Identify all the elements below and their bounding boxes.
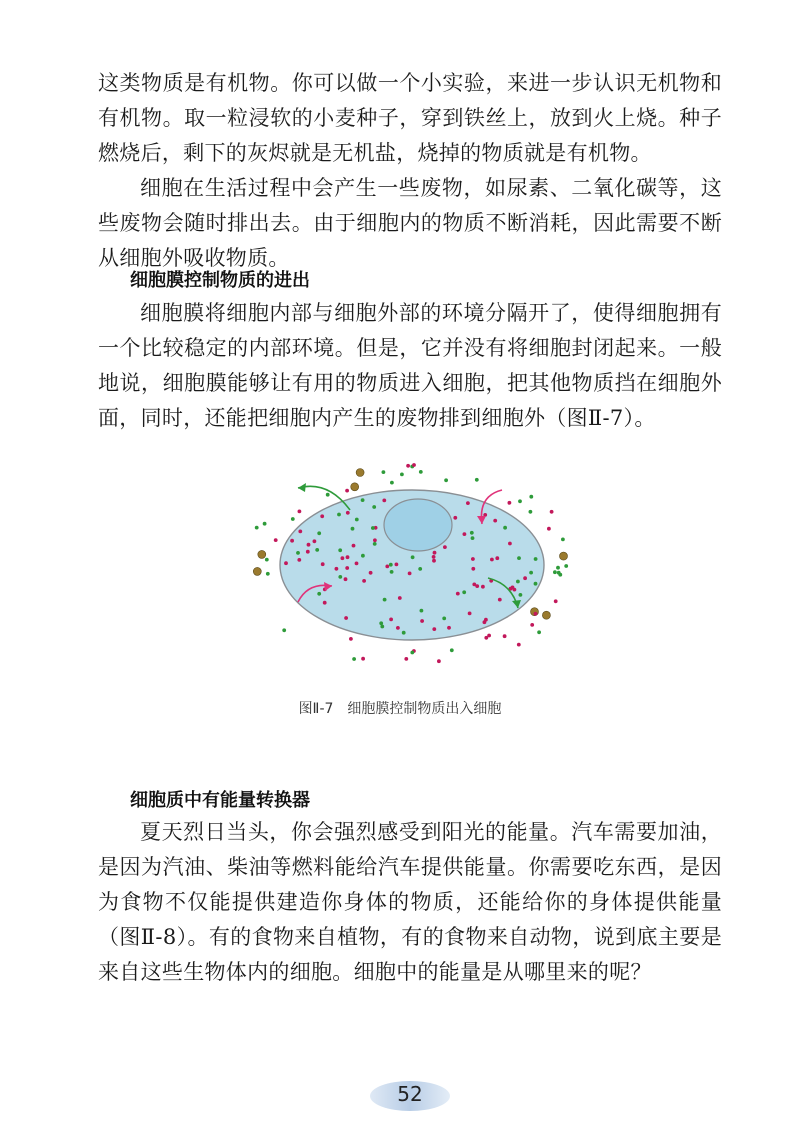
large-particle-outside [253,567,261,575]
particle-inside [468,612,472,616]
particle-inside [420,619,424,623]
particle-inside [432,559,436,563]
particle-outside [554,599,558,603]
figure-caption: 图Ⅱ-7 细胞膜控制物质出入细胞 [298,701,502,717]
particle-inside [355,518,359,522]
particle-inside [523,576,527,580]
particle-inside [385,565,389,569]
particle-inside [371,526,375,530]
particle-inside [337,513,341,517]
particle-outside [352,657,356,661]
particle-inside [390,570,394,574]
particle-inside [382,499,386,503]
particle-outside [410,651,414,655]
particle-outside [550,510,554,514]
particle-outside [419,470,423,474]
particle-outside [265,558,269,562]
particle-outside [291,517,295,521]
particle-inside [495,556,499,560]
particle-inside [456,592,460,596]
particle-outside [517,643,521,647]
particle-outside [298,510,302,514]
particle-inside [306,550,310,554]
particle-inside [490,558,494,562]
particle-inside [389,563,393,567]
particle-inside [463,532,467,536]
particle-outside [255,526,259,530]
particle-inside [338,548,342,552]
particle-inside [471,536,475,540]
particle-inside [498,598,502,602]
particle-inside [420,609,424,613]
particle-inside [443,545,447,549]
particle-outside [475,478,479,482]
particle-inside [481,585,485,589]
particle-outside [404,657,408,661]
particle-inside [472,583,476,587]
particle-outside [266,572,270,576]
large-particle-outside [560,552,568,560]
paragraph-waste-removal: 细胞在生活过程中会产生一些废物，如尿素、二氧化碳等，这些废物会随时排出去。由于细胞内的物质不断消耗，因此需要不断从细胞外吸收物质。 [98,176,722,270]
particle-inside [519,593,523,597]
particle-inside [411,555,415,559]
particle-inside [323,601,327,605]
particle-inside [369,571,373,575]
particle-inside [313,539,317,543]
particle-inside [298,530,302,534]
particle-outside [503,634,507,638]
particle-inside [379,621,383,625]
particle-outside [557,571,561,575]
paragraph-organic-matter-experiment: 这类物质是有机物。你可以做一个小实验，来进一步认识无机物和有机物。取一粒浸软的小麦种子，穿到铁丝上，放到火上烧。种子燃烧后，剩下的灰烬就是无机盐，烧掉的物质就是有机物。 [98,71,722,165]
particle-inside [352,544,356,548]
particle-inside [503,526,507,530]
particle-inside [297,558,301,562]
particle-outside [437,659,441,663]
particle-outside [400,473,404,477]
particle-inside [321,562,325,566]
particle-inside [462,590,466,594]
particle-outside [534,612,538,616]
paragraph-membrane-control: 细胞膜将细胞内部与细胞外部的环境分隔开了，使得细胞拥有一个比较稳定的内部环境。但是，它并没有将细胞封闭起来。一般地说，细胞膜能够让有用的物质进入细胞，把其他物质挡在细胞外面，同时，还能把细胞内产生的废物排到细胞外（图Ⅱ-7）。 [98,301,722,430]
particle-inside [335,567,339,571]
particle-inside [344,616,348,620]
particle-inside [432,627,436,631]
particle-outside [382,470,386,474]
particle-inside [513,588,517,592]
particle-outside [412,463,416,467]
large-particle-outside [542,611,550,619]
particle-inside [389,618,393,622]
particle-inside [320,514,324,518]
particle-outside [450,648,454,652]
particle-inside [296,551,300,555]
particle-inside [529,571,533,575]
particle-inside [307,543,311,547]
particle-inside [466,501,470,505]
particle-inside [418,567,422,571]
particle-outside [553,570,557,574]
particle-inside [408,572,412,576]
particle-inside [317,592,321,596]
particle-inside [345,566,349,570]
particle-outside [345,489,349,493]
particle-outside [547,527,551,531]
particle-inside [315,548,319,552]
cell-membrane-figure [250,450,580,670]
large-particle-outside [351,483,359,491]
particle-outside [518,499,522,503]
paragraph-energy: 夏天烈日当头，你会强烈感受到阳光的能量。汽车需要加油，是因为汽油、柴油等燃料能给汽车提供能量。你需要吃东西，是因为食物不仅能提供建造你身体的物质，还能给你的身体提供能量（图Ⅱ-8）。有的食物来自植物，有的食物来自动物，说到底主要是来自这些生物体内的细胞。细胞中的能量是从哪里来的呢？ [98,820,722,984]
particle-inside [398,596,402,600]
particle-inside [346,555,350,559]
large-particle-outside [356,469,364,477]
particle-inside [373,538,377,542]
particle-outside [349,637,353,641]
particle-inside [361,554,365,558]
particle-inside [372,505,376,509]
particle-inside [432,555,436,559]
particle-outside [508,501,512,505]
particle-outside [406,464,410,468]
particle-inside [346,511,350,515]
particle-outside [263,522,267,526]
particle-inside [351,527,355,531]
particle-inside [483,620,487,624]
section-heading-energy: 细胞质中有能量转换器 [130,790,310,811]
particle-outside [282,628,286,632]
particle-inside [317,531,321,535]
particle-inside [471,567,475,571]
particle-inside [534,557,538,561]
particle-inside [396,626,400,630]
large-particle-outside [258,550,266,558]
particle-inside [341,556,345,560]
particle-outside [529,510,533,514]
particle-inside [395,563,399,567]
particle-outside [274,538,278,542]
particle-inside [361,498,365,502]
particle-inside [534,582,538,586]
particle-inside [373,542,377,546]
section-heading-membrane: 细胞膜控制物质的进出 [130,270,310,291]
particle-outside [561,538,565,542]
particle-inside [383,598,387,602]
particle-inside [517,556,521,560]
particle-outside [361,657,365,661]
particle-outside [564,564,568,568]
particle-inside [493,519,497,523]
particle-outside [390,481,394,485]
particle-inside [471,557,475,561]
particle-outside [530,623,534,627]
particle-inside [442,617,446,621]
particle-inside [338,575,342,579]
particle-outside [556,566,560,570]
particle-inside [433,551,437,555]
particle-outside [326,493,330,497]
particle-inside [402,631,406,635]
particle-inside [362,579,366,583]
particle-inside [453,516,457,520]
particle-inside [290,539,294,543]
particle-inside [284,561,288,565]
particle-outside [444,478,448,482]
particle-inside [508,542,512,546]
particle-inside [470,531,474,535]
particle-outside [529,495,533,499]
particle-inside [344,577,348,581]
particle-outside [537,630,541,634]
particle-inside [355,562,359,566]
nucleus [384,499,452,551]
particle-inside [447,626,451,630]
page-number: 52 [397,1082,423,1106]
particle-outside [487,634,491,638]
particle-inside [516,580,520,584]
